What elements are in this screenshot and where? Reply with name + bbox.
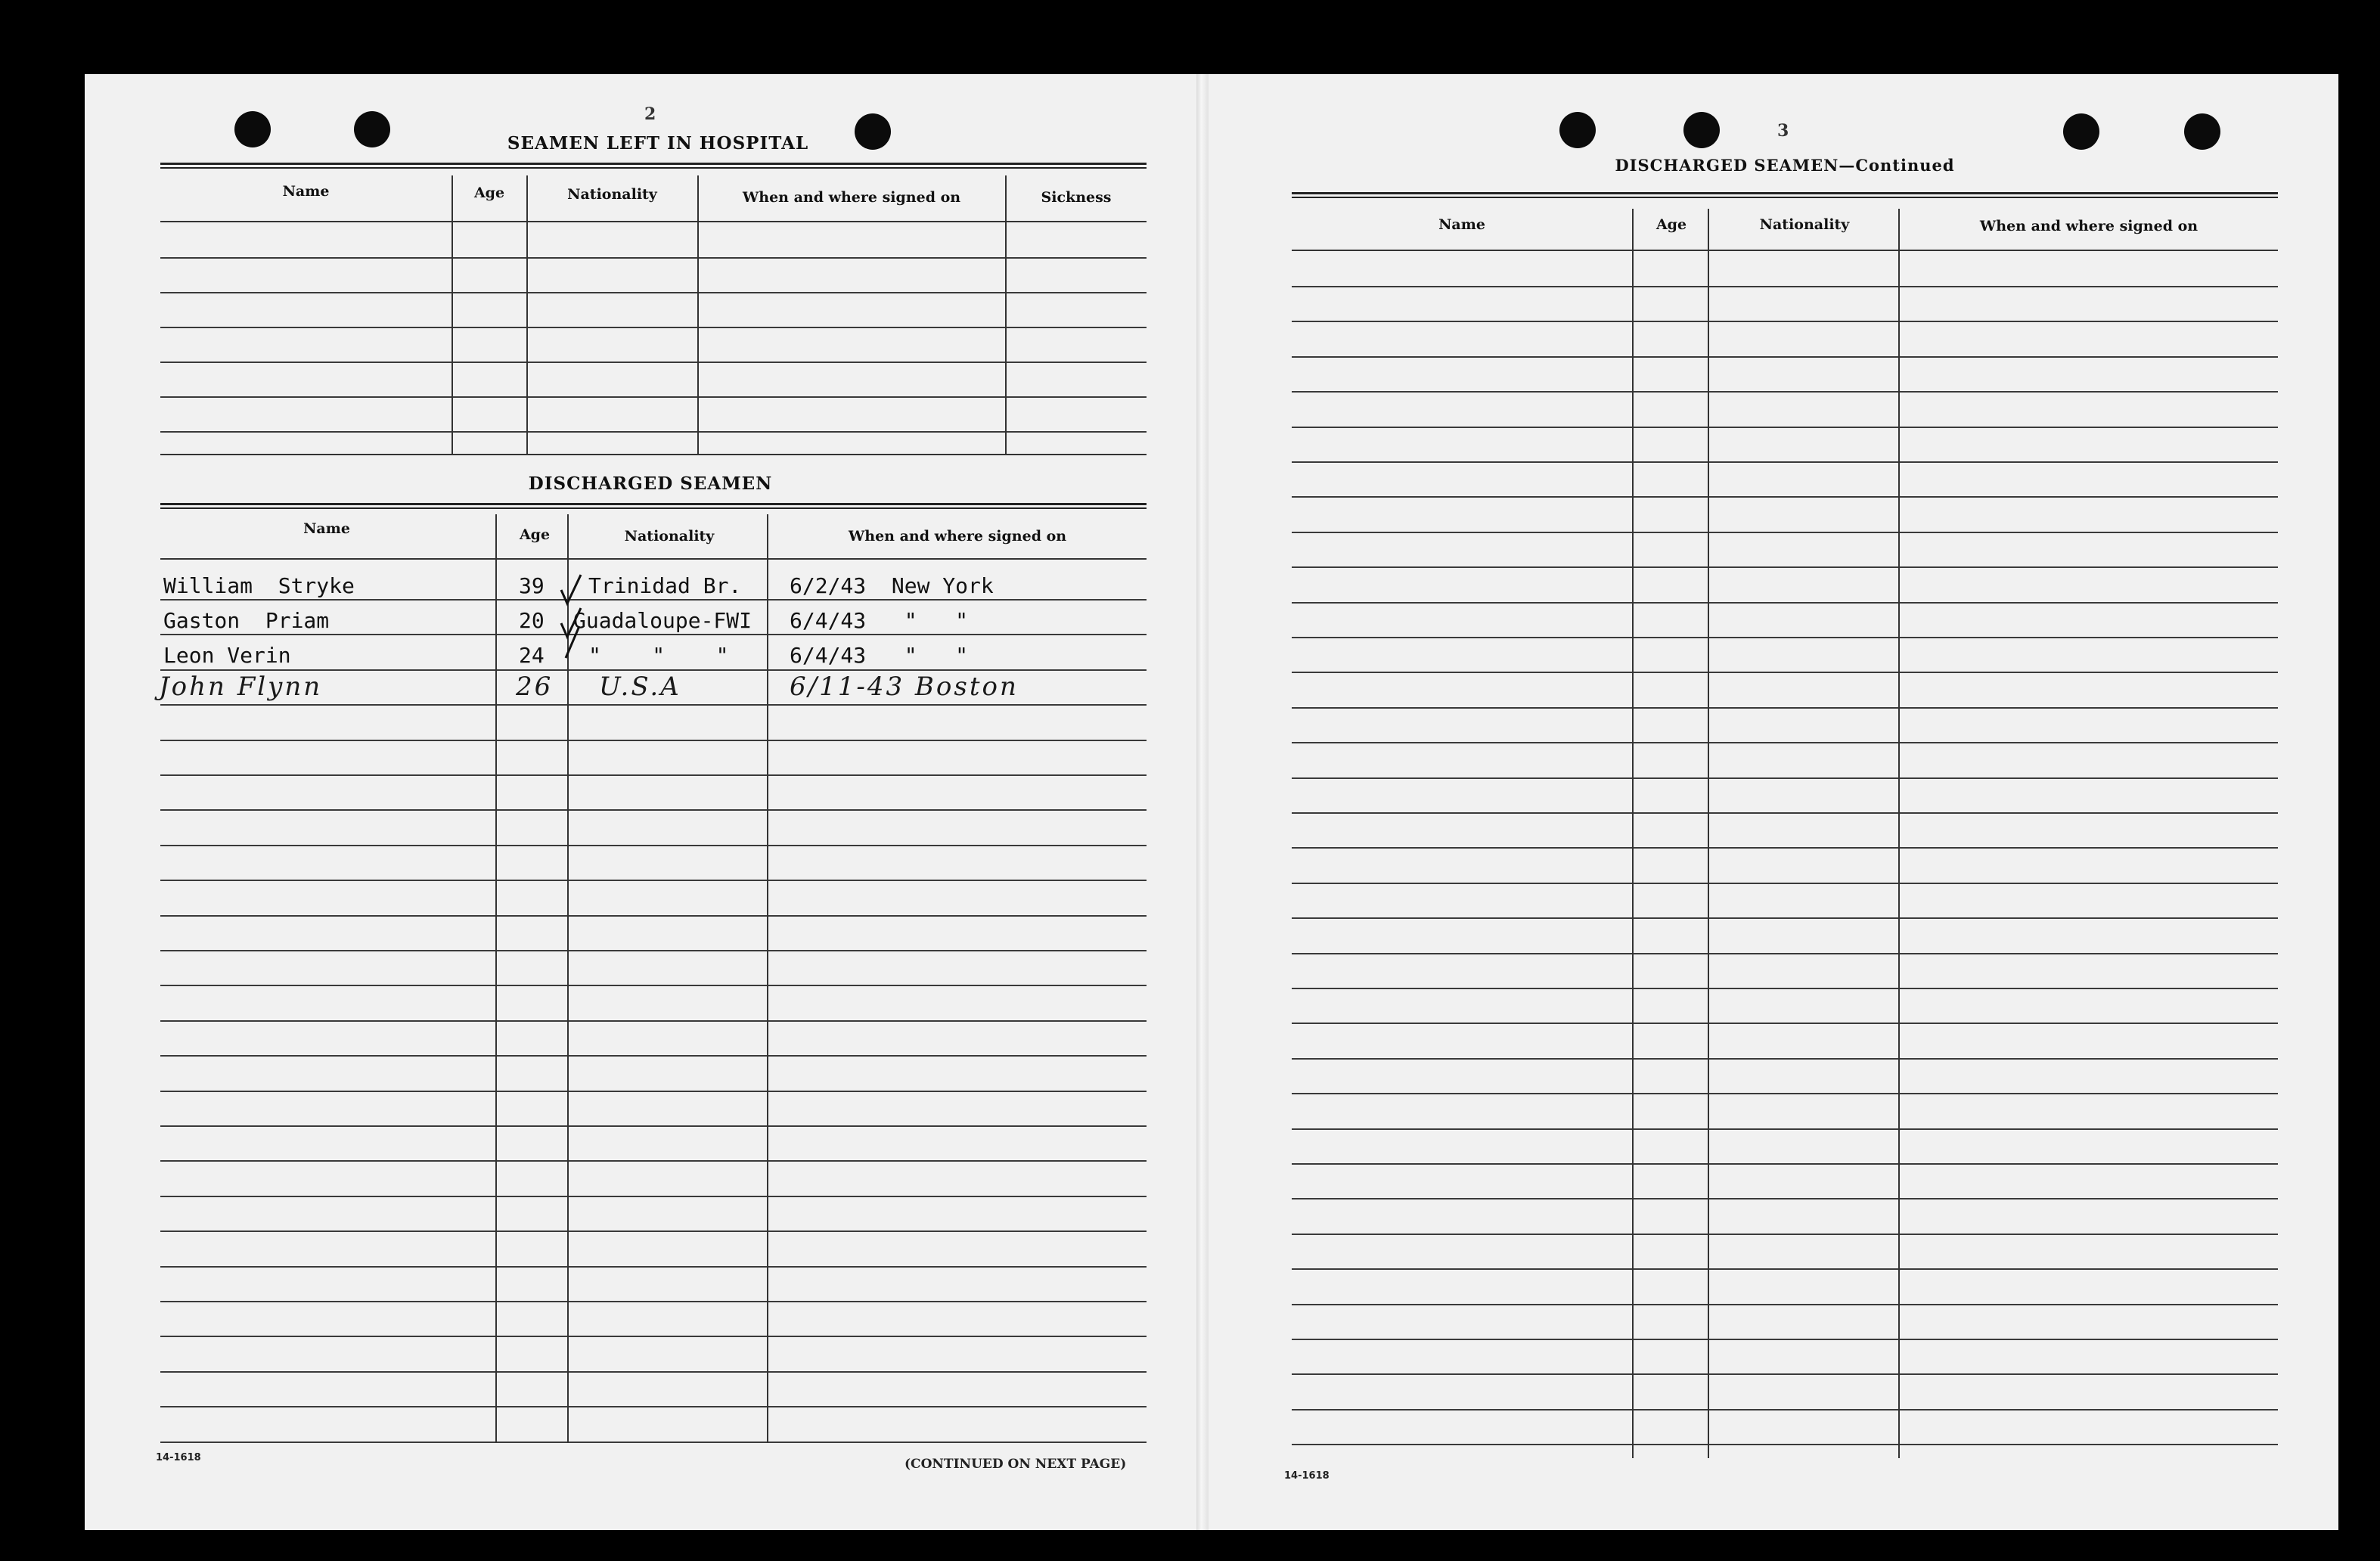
continued-note: (CONTINUED ON NEXT PAGE) xyxy=(905,1457,1127,1472)
table-row xyxy=(1292,1058,2278,1060)
table-row xyxy=(1292,1198,2278,1199)
entry-age: 20 xyxy=(519,608,545,633)
punch-hole xyxy=(234,111,271,147)
column-divider xyxy=(495,514,497,1443)
table-row xyxy=(160,599,1147,601)
table-row xyxy=(1292,1268,2278,1270)
punch-hole xyxy=(2063,113,2099,150)
table-row xyxy=(1292,1023,2278,1024)
column-header-signed-on: When and where signed on xyxy=(848,528,1067,545)
column-header-name: Name xyxy=(1438,216,1485,233)
column-divider xyxy=(1632,209,1634,1458)
punch-hole xyxy=(1559,112,1596,148)
form-number: 14-1618 xyxy=(156,1452,201,1463)
table-row xyxy=(160,362,1147,363)
table-row xyxy=(1292,1128,2278,1130)
table-row xyxy=(160,1196,1147,1197)
entry-signed-on: 6/4/43 " " xyxy=(790,643,969,668)
table-row xyxy=(160,1230,1147,1232)
column-header-nationality: Nationality xyxy=(624,528,715,545)
entry-nationality: Trinidad Br. xyxy=(588,573,742,598)
entry-age: 39 xyxy=(519,573,545,598)
entry-name: Gaston Priam xyxy=(163,608,330,633)
column-header-signed-on: When and where signed on xyxy=(742,189,961,206)
column-header-nationality: Nationality xyxy=(1759,216,1850,233)
column-header-age: Age xyxy=(473,185,505,201)
column-divider xyxy=(451,175,453,454)
table-row xyxy=(160,880,1147,881)
column-header-signed-on: When and where signed on xyxy=(1979,218,2198,234)
table-row xyxy=(160,1125,1147,1127)
entry-age-handwritten: 26 xyxy=(516,672,554,702)
entry-name: Leon Verin xyxy=(163,643,291,668)
table-row xyxy=(160,634,1147,635)
page-number: 2 xyxy=(644,104,656,124)
column-divider xyxy=(526,175,528,454)
table-row xyxy=(160,1020,1147,1022)
entry-signed-on: 6/4/43 " " xyxy=(790,608,969,633)
table-row xyxy=(1292,883,2278,884)
header-rule xyxy=(1292,192,2278,198)
column-divider xyxy=(1005,175,1007,454)
section-title-discharged: DISCHARGED SEAMEN xyxy=(528,473,773,494)
table-row xyxy=(1292,953,2278,954)
table-row xyxy=(1292,1339,2278,1340)
page-number: 3 xyxy=(1777,121,1789,141)
table-row xyxy=(160,1266,1147,1268)
table-row xyxy=(160,1371,1147,1373)
table-row xyxy=(160,327,1147,328)
table-row xyxy=(1292,321,2278,322)
table-row xyxy=(1292,602,2278,604)
table-row xyxy=(160,845,1147,846)
punch-hole xyxy=(855,113,891,150)
column-header-sickness: Sickness xyxy=(1041,189,1112,206)
table-row xyxy=(1292,1093,2278,1094)
table-row xyxy=(1292,427,2278,428)
table-row xyxy=(1292,637,2278,638)
section-title-discharged-continued: DISCHARGED SEAMEN—Continued xyxy=(1615,156,1955,175)
punch-hole xyxy=(1683,112,1720,148)
table-row xyxy=(1292,1234,2278,1235)
table-row xyxy=(1292,707,2278,709)
header-rule xyxy=(160,503,1147,509)
column-header-age: Age xyxy=(519,526,551,543)
section-title-hospital: SEAMEN LEFT IN HOSPITAL xyxy=(507,133,809,154)
page-fold xyxy=(1196,74,1209,1530)
table-row xyxy=(160,915,1147,917)
entry-age: 24 xyxy=(519,643,545,668)
table-row xyxy=(160,1442,1147,1443)
table-row xyxy=(160,1091,1147,1092)
column-header-name: Name xyxy=(282,183,330,200)
table-row xyxy=(1292,356,2278,358)
table-bottom-rule xyxy=(160,454,1147,455)
header-rule xyxy=(160,163,1147,169)
entry-signed-on-handwritten: 6/11-43 Boston xyxy=(790,672,1019,702)
table-row xyxy=(1292,1304,2278,1305)
table-row xyxy=(160,431,1147,433)
form-number: 14-1618 xyxy=(1284,1470,1330,1482)
entry-name-handwritten: John Flynn xyxy=(159,672,323,702)
column-divider xyxy=(1898,209,1900,1458)
entry-nationality: Guadaloupe-FWI xyxy=(573,608,752,633)
column-divider xyxy=(1708,209,1709,1458)
table-row xyxy=(160,985,1147,986)
table-row xyxy=(1292,391,2278,393)
column-divider xyxy=(767,514,768,1443)
entry-nationality-handwritten: U.S.A xyxy=(599,672,681,702)
table-header-divider xyxy=(160,221,1147,222)
table-row xyxy=(1292,566,2278,568)
table-row xyxy=(1292,1163,2278,1165)
table-row xyxy=(1292,1444,2278,1445)
punch-hole xyxy=(354,111,390,147)
table-row xyxy=(1292,812,2278,814)
table-row xyxy=(1292,496,2278,498)
column-header-age: Age xyxy=(1655,216,1687,233)
table-row xyxy=(160,1336,1147,1337)
table-row xyxy=(160,1406,1147,1407)
table-row xyxy=(1292,917,2278,919)
table-row xyxy=(1292,1373,2278,1375)
column-header-name: Name xyxy=(303,520,350,537)
table-row xyxy=(160,950,1147,951)
table-row xyxy=(1292,672,2278,673)
table-row xyxy=(160,740,1147,741)
table-row xyxy=(160,1160,1147,1162)
entry-nationality: " " " xyxy=(588,643,729,668)
table-row xyxy=(1292,777,2278,779)
table-row xyxy=(1292,461,2278,463)
table-row xyxy=(160,774,1147,776)
table-header-divider xyxy=(1292,250,2278,251)
table-row xyxy=(160,669,1147,671)
table-row xyxy=(1292,988,2278,989)
table-row xyxy=(1292,742,2278,743)
column-divider xyxy=(697,175,699,454)
table-header-divider xyxy=(160,558,1147,560)
table-row xyxy=(160,704,1147,706)
table-row xyxy=(1292,1409,2278,1410)
table-row xyxy=(160,809,1147,811)
table-row xyxy=(160,396,1147,398)
punch-hole xyxy=(2184,113,2220,150)
table-row xyxy=(1292,286,2278,287)
entry-name: William Stryke xyxy=(163,573,355,598)
table-row xyxy=(160,292,1147,293)
table-row xyxy=(1292,847,2278,849)
table-row xyxy=(160,1055,1147,1057)
table-row xyxy=(160,257,1147,259)
table-row xyxy=(1292,532,2278,533)
entry-signed-on: 6/2/43 New York xyxy=(790,573,994,598)
table-row xyxy=(160,1301,1147,1302)
column-header-nationality: Nationality xyxy=(567,186,657,203)
